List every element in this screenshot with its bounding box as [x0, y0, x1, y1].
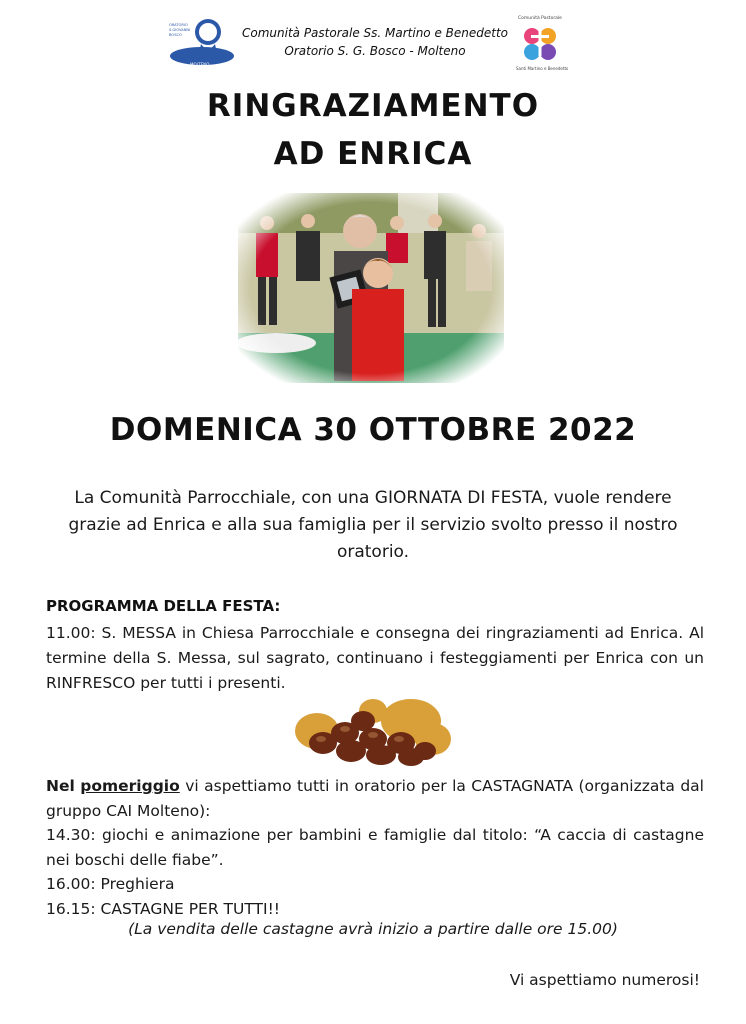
intro-paragraph: La Comunità Parrocchiale, con una GIORNATA DI FESTA, vuole rendere grazie ad Enrica e alla sua famiglia per il servizio svolto presso il nostro oratorio. — [68, 488, 678, 562]
programma-body: 11.00: S. MESSA in Chiesa Parrocchiale e consegna dei ringraziamenti ad Enrica. Al termine della S. Messa, sul sagrato, continuano i festeggiamenti per Enrica con un RINFRESCO per tutti i presenti. — [46, 624, 704, 692]
programma-heading: PROGRAMMA DELLA FESTA: — [46, 597, 281, 615]
castagne-note: (La vendita delle castagne avrà inizio a partire dalle ore 15.00) — [128, 920, 618, 938]
oratorio-logo — [168, 14, 236, 68]
svg-text:ORATORIO: ORATORIO — [169, 23, 188, 27]
svg-text:S.GIOVANNI: S.GIOVANNI — [169, 28, 191, 32]
header-line-1: Comunità Pastorale Ss. Martino e Benedetto — [241, 26, 509, 40]
header-line-2: Oratorio S. G. Bosco - Molteno — [284, 44, 466, 58]
svg-text:Comunità Pastorale: Comunità Pastorale — [518, 16, 562, 21]
svg-text:MOLTENO: MOLTENO — [190, 62, 210, 67]
title-line-1: RINGRAZIAMENTO — [206, 88, 540, 124]
pomeriggio-item-3: 16.15: CASTAGNE PER TUTTI!! — [46, 899, 281, 918]
event-date: DOMENICA 30 OTTOBRE 2022 — [109, 412, 637, 448]
comunita-pastorale-logo — [512, 10, 568, 74]
pomeriggio-section — [46, 774, 704, 921]
closing-line: Vi aspettiamo numerosi! — [509, 971, 700, 989]
title-line-2: AD ENRICA — [273, 136, 473, 172]
enrica-ceremony-photo — [238, 193, 504, 383]
pomeriggio-item-1: 14.30: giochi e animazione per bambini e famiglie dal titolo: “A caccia di castagne nei boschi delle fiabe”. — [46, 826, 704, 869]
svg-text:Santi Martino e Benedetto: Santi Martino e Benedetto — [516, 66, 568, 71]
pomeriggio-intro — [46, 774, 704, 823]
chestnuts-image — [293, 693, 453, 767]
svg-text:BOSCO: BOSCO — [169, 33, 182, 37]
pomeriggio-intro-rest: vi aspettiamo tutti in oratorio per la CASTAGNATA (organizzata dal gruppo CAI Molteno): — [46, 777, 704, 820]
pomeriggio-item-2: 16.00: Preghiera — [46, 875, 175, 893]
pomeriggio-lead-underlined: pomeriggio — [80, 777, 180, 795]
pomeriggio-lead: Nel — [46, 777, 75, 795]
header-text — [240, 24, 510, 60]
